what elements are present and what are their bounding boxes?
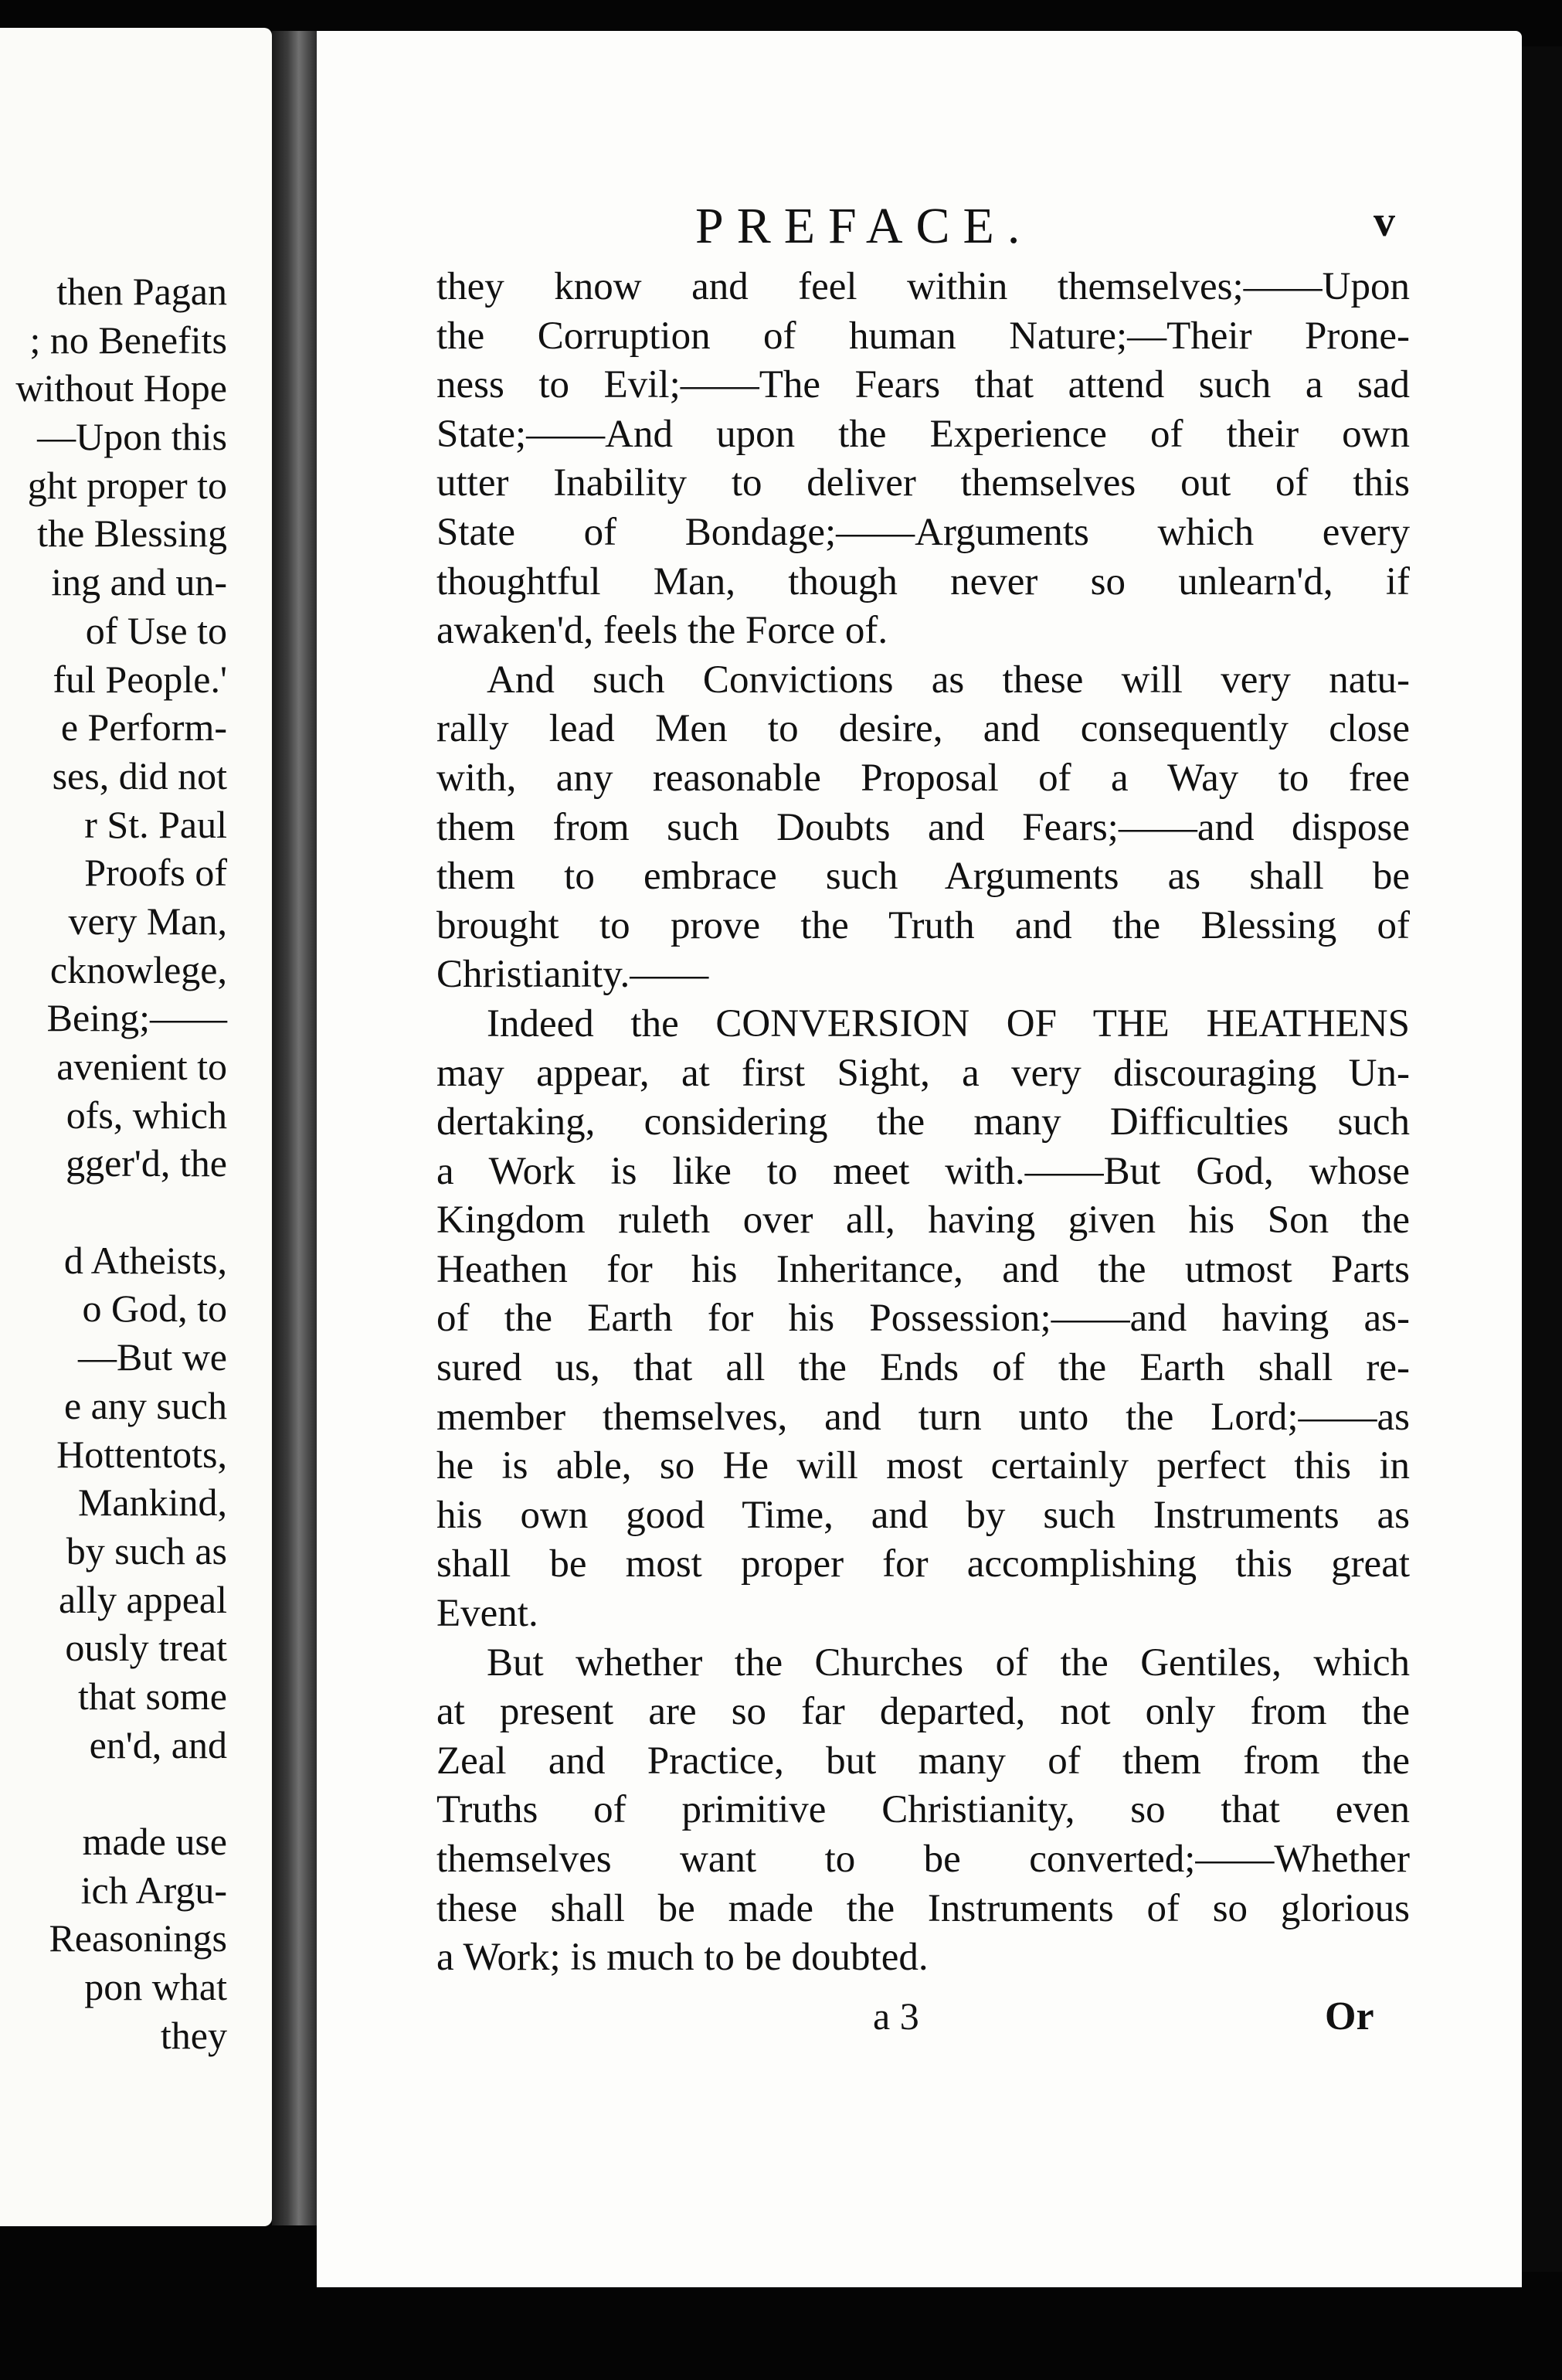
left-page-line	[15, 1769, 227, 1817]
left-page-line: pon what	[84, 1965, 227, 2009]
text-line: Heathen for his Inheritance, and the utmost Parts	[436, 1247, 1410, 1291]
left-page-line: Mankind,	[77, 1481, 227, 1525]
text-line: utter Inability to deliver themselves out of this	[436, 461, 1410, 505]
text-line: them to embrace such Arguments as shall be	[436, 855, 1410, 899]
text-line: State;——And upon the Experience of their own	[436, 412, 1410, 456]
text-line: State of Bondage;——Arguments which every	[436, 510, 1410, 554]
text-line: he is able, so He will most certainly perfect this in	[436, 1444, 1410, 1488]
left-page-line: e Perform-	[60, 706, 227, 750]
text-line: dertaking, considering the many Difficulties such	[436, 1100, 1410, 1144]
text-line: And such Convictions as these will very natu-	[487, 658, 1410, 702]
page-number: v	[1374, 198, 1395, 246]
catchword: Or	[1325, 1994, 1374, 2038]
text-line: Event.	[436, 1592, 538, 1636]
left-page-line: ofs, which	[66, 1093, 227, 1137]
book-gutter	[272, 31, 317, 2225]
left-page-line	[15, 1188, 227, 1236]
left-page-text	[15, 267, 227, 2059]
text-line: ness to Evil;——The Fears that attend such a sad	[436, 363, 1410, 407]
left-page-line: then Pagan	[56, 270, 227, 313]
left-page-line: ing and un-	[51, 560, 227, 604]
left-page-line: Being;——	[46, 996, 227, 1040]
left-page-line: the Blessing	[37, 512, 227, 556]
text-line: his own good Time, and by such Instruments as	[436, 1493, 1410, 1537]
left-page-line: ; no Benefits	[29, 318, 227, 362]
left-page-line: d Atheists,	[63, 1238, 227, 1282]
text-line: brought to prove the Truth and the Blessing of	[436, 903, 1410, 947]
text-line: sured us, that all the Ends of the Earth shall re-	[436, 1346, 1410, 1390]
text-line: member themselves, and turn unto the Lord;——as	[436, 1395, 1410, 1439]
left-page-line: e any such	[63, 1383, 227, 1427]
text-line: these shall be made the Instruments of so glorious	[436, 1886, 1410, 1930]
left-page-line: avenient to	[56, 1045, 227, 1088]
text-line: shall be most proper for accomplishing this great	[436, 1542, 1410, 1586]
text-line: at present are so far departed, not only from the	[436, 1690, 1410, 1734]
left-page-line: very Man,	[68, 899, 227, 943]
left-page-line: they	[160, 2013, 227, 2057]
text-line: Truths of primitive Christianity, so that even	[436, 1788, 1410, 1832]
left-page-line: ght proper to	[27, 463, 227, 507]
left-page-line: ich Argu-	[80, 1868, 227, 1912]
running-head: PREFACE.	[695, 198, 1034, 254]
text-line: the Corruption of human Nature;—Their Prone-	[436, 314, 1410, 358]
left-page-line: that some	[77, 1674, 227, 1718]
left-page-line: without Hope	[15, 366, 227, 410]
left-page-line: —Upon this	[37, 415, 227, 459]
preface-text	[436, 263, 1410, 1983]
text-line: a Work; is much to be doubted.	[436, 1936, 929, 1980]
text-line: rally lead Men to desire, and consequently close	[436, 707, 1410, 751]
right-page	[317, 31, 1522, 2287]
left-page-line: Hottentots,	[56, 1432, 227, 1476]
left-page-line: ses, did not	[52, 753, 227, 797]
signature-mark: a 3	[873, 1994, 919, 2038]
text-line: But whether the Churches of the Gentiles, which	[487, 1640, 1410, 1685]
left-page-line: ful People.'	[53, 657, 227, 701]
text-line: Christianity.——	[436, 953, 709, 997]
left-page-line: en'd, and	[89, 1722, 227, 1766]
left-page-line: ously treat	[65, 1626, 227, 1670]
left-page-line: —But we	[77, 1335, 227, 1379]
left-page-line: of Use to	[85, 608, 227, 652]
text-line: they know and feel within themselves;——Upon	[436, 265, 1410, 308]
left-page-line: by such as	[66, 1528, 227, 1572]
left-page-line: o God, to	[82, 1287, 227, 1331]
text-line: Indeed the CONVERSION OF THE HEATHENS	[487, 1001, 1410, 1046]
text-line: may appear, at first Sight, a very discouraging Un-	[436, 1051, 1410, 1095]
left-page-line: ally appeal	[59, 1577, 227, 1621]
left-page	[0, 28, 272, 2226]
left-page-line: Reasonings	[49, 1916, 227, 1960]
text-line: awaken'd, feels the Force of.	[436, 609, 888, 653]
left-page-line: Proofs of	[84, 851, 227, 895]
text-line: thoughtful Man, though never so unlearn'd, if	[436, 559, 1410, 604]
text-line: with, any reasonable Proposal of a Way to free	[436, 756, 1410, 800]
left-page-line: r St. Paul	[84, 802, 227, 846]
text-line: a Work is like to meet with.——But God, whose	[436, 1149, 1410, 1193]
text-line: themselves want to be converted;——Whether	[436, 1838, 1410, 1881]
text-line: of the Earth for his Possession;——and having as-	[436, 1297, 1410, 1341]
left-page-line: made use	[82, 1820, 227, 1863]
left-page-line: gger'd, the	[66, 1141, 227, 1185]
text-line: Kingdom ruleth over all, having given his Son the	[436, 1198, 1410, 1243]
text-line: Zeal and Practice, but many of them from the	[436, 1739, 1410, 1783]
text-line: them from such Doubts and Fears;——and dispose	[436, 805, 1410, 849]
left-page-line: cknowlege,	[49, 947, 227, 991]
